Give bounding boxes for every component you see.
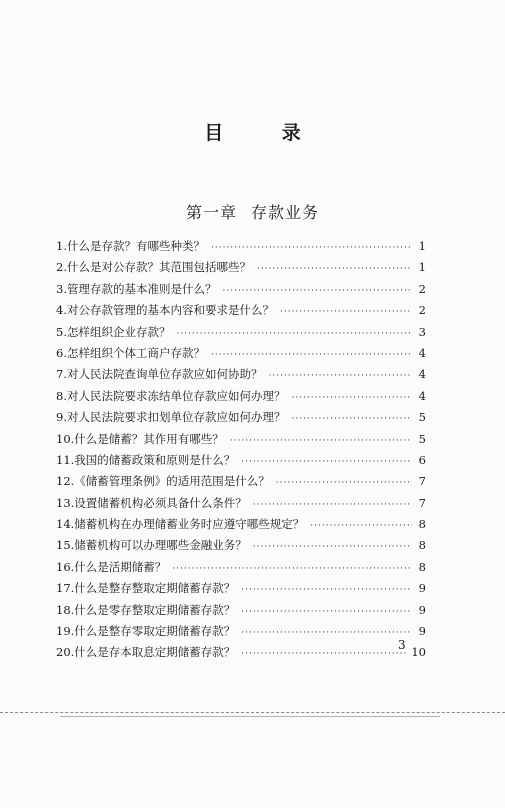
toc-entry-text: 设置储蓄机构必须具备什么条件？	[74, 495, 247, 510]
toc-entry-10[interactable]	[56, 431, 426, 452]
toc-entry-page: 5	[418, 410, 426, 425]
toc-entry-3[interactable]	[56, 281, 426, 302]
page-title: 目 录	[204, 122, 327, 144]
toc-entry-number: 13.	[56, 495, 75, 510]
toc-entry-text: 什么是储蓄？其作用有哪些？	[74, 431, 224, 446]
toc-entry-number: 10.	[56, 431, 75, 446]
toc-entry-text: 对公存款管理的基本内容和要求是什么？	[66, 303, 274, 318]
toc-entry-text: 什么是存本取息定期储蓄存款？	[74, 645, 236, 660]
toc-entry-page: 9	[418, 624, 426, 639]
toc-leader-dots	[222, 286, 412, 296]
toc-entry-page: 9	[418, 602, 426, 617]
toc-entry-page: 4	[418, 367, 426, 382]
toc-entry-number: 20.	[56, 645, 75, 660]
toc-entry-9[interactable]	[56, 409, 426, 430]
toc-leader-dots	[276, 478, 412, 488]
toc-entry-number: 2.	[56, 260, 67, 275]
toc-entry-text: 什么是整存零取定期储蓄存款？	[74, 624, 236, 639]
toc-entry-18[interactable]	[56, 602, 426, 623]
toc-leader-dots	[268, 371, 412, 381]
toc-entry-7[interactable]	[56, 366, 426, 387]
page-number: 3	[398, 638, 406, 652]
toc-leader-dots	[172, 564, 412, 574]
toc-entry-page: 8	[418, 538, 426, 553]
toc-leader-dots	[253, 500, 412, 510]
toc-entry-number: 19.	[56, 624, 75, 639]
toc-entry-text: 怎样组织企业存款？	[66, 324, 171, 339]
toc-entry-text: 《储蓄管理条例》的适用范围是什么？	[74, 474, 270, 489]
toc-entry-page: 1	[418, 239, 426, 253]
toc-entry-19[interactable]	[56, 623, 426, 644]
toc-entry-12[interactable]	[56, 473, 426, 494]
toc-entry-page: 8	[418, 559, 426, 574]
toc-entry-page: 2	[418, 281, 426, 296]
toc-leader-dots	[241, 457, 412, 467]
toc-entry-page: 3	[418, 324, 426, 339]
toc-entry-text: 什么是活期储蓄？	[74, 559, 167, 574]
toc-entry-text: 什么是零存整取定期储蓄存款？	[74, 602, 236, 617]
table-of-contents	[56, 238, 426, 666]
toc-leader-dots	[241, 628, 412, 638]
toc-entry-1[interactable]	[56, 238, 426, 259]
toc-entry-14[interactable]	[56, 516, 426, 537]
toc-leader-dots	[291, 414, 412, 424]
toc-entry-text: 什么是存款？有哪些种类？	[66, 239, 205, 253]
toc-entry-8[interactable]	[56, 388, 426, 409]
toc-leader-dots	[241, 585, 412, 595]
toc-entry-4[interactable]	[56, 302, 426, 323]
toc-entry-page: 8	[418, 517, 426, 532]
toc-entry-page: 7	[418, 474, 426, 489]
toc-entry-number: 15.	[56, 538, 75, 553]
toc-entry-text: 什么是对公存款？其范围包括哪些？	[66, 260, 251, 275]
toc-leader-dots	[230, 436, 412, 446]
toc-entry-number: 17.	[56, 581, 75, 596]
toc-entry-text: 储蓄机构可以办理哪些金融业务？	[74, 538, 247, 553]
toc-entry-page: 9	[418, 581, 426, 596]
toc-entry-number: 1.	[56, 239, 67, 253]
toc-entry-number: 12.	[56, 474, 75, 489]
toc-entry-20[interactable]	[56, 644, 426, 665]
toc-leader-dots	[211, 350, 412, 360]
toc-leader-dots	[211, 243, 412, 253]
toc-entry-text: 对人民法院查询单位存款应如何协助？	[66, 367, 263, 382]
toc-entry-text: 对人民法院要求扣划单位存款应如何办理？	[66, 410, 286, 425]
toc-entry-number: 11.	[56, 452, 75, 467]
toc-entry-page: 10	[411, 645, 426, 660]
toc-entry-number: 16.	[56, 559, 75, 574]
toc-entry-number: 14.	[56, 517, 75, 532]
toc-leader-dots	[257, 264, 412, 274]
toc-entry-page: 1	[418, 260, 426, 275]
toc-leader-dots	[280, 307, 412, 317]
toc-entry-number: 18.	[56, 602, 75, 617]
toc-leader-dots	[176, 329, 412, 339]
toc-leader-dots	[241, 649, 407, 659]
toc-entry-text: 储蓄机构在办理储蓄业务时应遵守哪些规定？	[74, 517, 305, 532]
toc-entry-page: 2	[418, 303, 426, 318]
toc-entry-text: 管理存款的基本准则是什么？	[66, 281, 217, 296]
toc-entry-5[interactable]	[56, 324, 426, 345]
chapter-heading	[0, 200, 505, 223]
chapter-number: 第一章	[185, 203, 237, 222]
toc-entry-text: 对人民法院要求冻结单位存款应如何办理？	[66, 388, 286, 403]
toc-entry-page: 4	[418, 388, 426, 403]
toc-entry-text: 怎样组织个体工商户存款？	[66, 345, 205, 360]
toc-entry-16[interactable]	[56, 559, 426, 580]
toc-entry-text: 什么是整存整取定期储蓄存款？	[74, 581, 236, 596]
toc-entry-text: 我国的储蓄政策和原则是什么？	[74, 452, 236, 467]
scan-edge-line	[60, 716, 440, 717]
toc-entry-11[interactable]	[56, 452, 426, 473]
toc-leader-dots	[291, 393, 412, 403]
toc-entry-number: 9.	[56, 410, 67, 425]
toc-entry-page: 5	[418, 431, 426, 446]
toc-entry-6[interactable]	[56, 345, 426, 366]
toc-entry-2[interactable]	[56, 259, 426, 280]
toc-entry-number: 6.	[56, 345, 67, 360]
toc-entry-page: 4	[418, 345, 426, 360]
toc-entry-number: 8.	[56, 388, 67, 403]
scan-edge-line	[0, 712, 505, 713]
toc-leader-dots	[241, 607, 412, 617]
toc-entry-number: 5.	[56, 324, 67, 339]
toc-leader-dots	[310, 521, 412, 531]
toc-entry-17[interactable]	[56, 580, 426, 601]
toc-entry-13[interactable]	[56, 495, 426, 516]
toc-leader-dots	[253, 542, 412, 552]
chapter-name: 存款业务	[251, 203, 320, 222]
toc-entry-number: 7.	[56, 367, 67, 382]
toc-entry-page: 7	[418, 495, 426, 510]
toc-entry-page: 6	[418, 452, 426, 467]
toc-entry-15[interactable]	[56, 537, 426, 558]
toc-entry-number: 4.	[56, 303, 67, 318]
toc-entry-number: 3.	[56, 281, 67, 296]
